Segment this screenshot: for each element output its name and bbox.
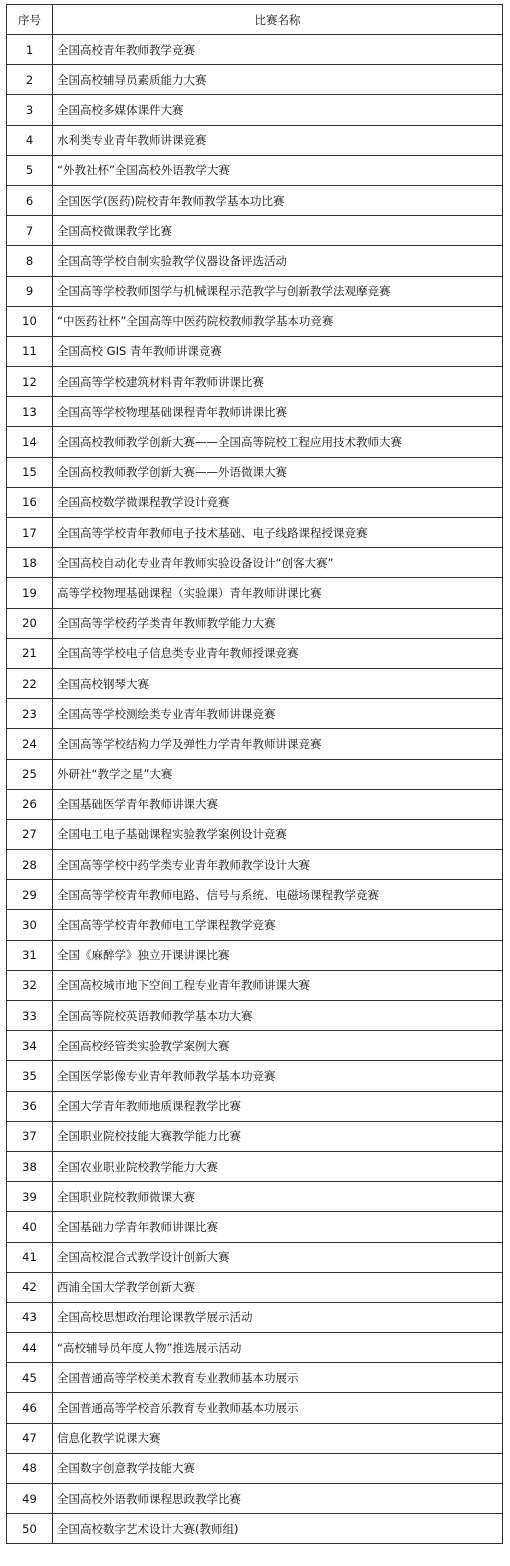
- table-row: [7, 1453, 503, 1483]
- row-index: 25: [7, 759, 53, 789]
- row-index: 35: [7, 1061, 53, 1091]
- row-index: 31: [7, 940, 53, 970]
- competition-name: 全国医学(医药)院校青年教师教学基本功比赛: [53, 185, 503, 215]
- competition-name: 全国基础力学青年教师讲课比赛: [53, 1212, 503, 1242]
- competition-name: 全国普通高等学校美术教育专业教师基本功展示: [53, 1363, 503, 1393]
- table-row: [7, 1001, 503, 1031]
- competition-name: 全国高校辅导员素质能力大赛: [53, 65, 503, 95]
- table-row: [7, 1151, 503, 1181]
- header-index: 序号: [7, 5, 53, 35]
- competition-name: 全国高等学校青年教师电工学课程教学竞赛: [53, 910, 503, 940]
- competition-name: 全国农业职业院校教学能力大赛: [53, 1151, 503, 1181]
- table-row: [7, 1212, 503, 1242]
- row-index: 17: [7, 518, 53, 548]
- row-index: 28: [7, 850, 53, 880]
- competition-name: 全国高校数学微课程教学设计竞赛: [53, 487, 503, 517]
- competition-name: 西浦全国大学教学创新大赛: [53, 1272, 503, 1302]
- competition-name: “高校辅导员年度人物”推选展示活动: [53, 1333, 503, 1363]
- competition-name: 全国数字创意教学技能大赛: [53, 1453, 503, 1483]
- row-index: 44: [7, 1333, 53, 1363]
- competition-name: 全国高校城市地下空间工程专业青年教师讲课大赛: [53, 970, 503, 1000]
- competition-name: 全国职业院校教师微课大赛: [53, 1182, 503, 1212]
- table-row: [7, 65, 503, 95]
- competition-name: 全国电工电子基础课程实验教学案例设计竞赛: [53, 819, 503, 849]
- row-index: 6: [7, 185, 53, 215]
- competition-name: 全国高等学校药学类青年教师教学能力大赛: [53, 608, 503, 638]
- table-row: [7, 1333, 503, 1363]
- competition-name: 全国高等院校英语教师教学基本功大赛: [53, 1001, 503, 1031]
- competition-name: 全国高校教师教学创新大赛——全国高等院校工程应用技术教师大赛: [53, 427, 503, 457]
- table-row: [7, 1393, 503, 1423]
- row-index: 46: [7, 1393, 53, 1423]
- table-row: [7, 487, 503, 517]
- table-row: [7, 95, 503, 125]
- table-row: [7, 699, 503, 729]
- competition-name: 全国高等学校建筑材料青年教师讲课比赛: [53, 367, 503, 397]
- row-index: 7: [7, 216, 53, 246]
- row-index: 36: [7, 1091, 53, 1121]
- row-index: 1: [7, 35, 53, 65]
- competition-name: 全国高校外语教师课程思政教学比赛: [53, 1484, 503, 1514]
- table-row: [7, 1091, 503, 1121]
- table-header-row: [7, 5, 503, 35]
- table-row: [7, 880, 503, 910]
- table-row: [7, 608, 503, 638]
- competition-name: 全国高等学校青年教师电路、信号与系统、电磁场课程教学竞赛: [53, 880, 503, 910]
- competition-name: 全国高校 GIS 青年教师讲课竞赛: [53, 336, 503, 366]
- table-row: [7, 729, 503, 759]
- table-row: [7, 427, 503, 457]
- row-index: 34: [7, 1031, 53, 1061]
- row-index: 5: [7, 155, 53, 185]
- row-index: 37: [7, 1121, 53, 1151]
- table-row: [7, 1061, 503, 1091]
- row-index: 24: [7, 729, 53, 759]
- row-index: 14: [7, 427, 53, 457]
- competition-name: “中医药社杯”全国高等中医药院校教师教学基本功竞赛: [53, 306, 503, 336]
- row-index: 16: [7, 487, 53, 517]
- row-index: 26: [7, 789, 53, 819]
- table-row: [7, 1514, 503, 1544]
- table-row: [7, 970, 503, 1000]
- table-row: [7, 1031, 503, 1061]
- table-row: [7, 759, 503, 789]
- competition-name: 全国高校数字艺术设计大赛(教师组): [53, 1514, 503, 1544]
- table-row: [7, 1363, 503, 1393]
- competition-name: “外教社杯”全国高校外语教学大赛: [53, 155, 503, 185]
- row-index: 2: [7, 65, 53, 95]
- table-row: [7, 1423, 503, 1453]
- table-row: [7, 336, 503, 366]
- competition-name: 全国高校思想政治理论课教学展示活动: [53, 1302, 503, 1332]
- row-index: 27: [7, 819, 53, 849]
- table-row: [7, 216, 503, 246]
- table-row: [7, 578, 503, 608]
- table-row: [7, 1121, 503, 1151]
- table-row: [7, 940, 503, 970]
- row-index: 18: [7, 548, 53, 578]
- competition-name: 全国高校多媒体课件大赛: [53, 95, 503, 125]
- competition-name: 全国医学影像专业青年教师教学基本功竞赛: [53, 1061, 503, 1091]
- table-row: [7, 35, 503, 65]
- row-index: 3: [7, 95, 53, 125]
- table-row: [7, 638, 503, 668]
- competition-name: 全国高等学校青年教师电子技术基础、电子线路课程授课竞赛: [53, 518, 503, 548]
- row-index: 40: [7, 1212, 53, 1242]
- competition-name: 全国高等学校电子信息类专业青年教师授课竞赛: [53, 638, 503, 668]
- row-index: 30: [7, 910, 53, 940]
- row-index: 43: [7, 1302, 53, 1332]
- table-row: [7, 367, 503, 397]
- competition-name: 全国基础医学青年教师讲课大赛: [53, 789, 503, 819]
- table-row: [7, 185, 503, 215]
- competition-name: 全国大学青年教师地质课程教学比赛: [53, 1091, 503, 1121]
- competition-name: 全国职业院校技能大赛教学能力比赛: [53, 1121, 503, 1151]
- table-row: [7, 789, 503, 819]
- row-index: 33: [7, 1001, 53, 1031]
- table-row: [7, 1182, 503, 1212]
- row-index: 20: [7, 608, 53, 638]
- row-index: 41: [7, 1242, 53, 1272]
- table-row: [7, 457, 503, 487]
- competition-name: 全国高等学校物理基础课程青年教师讲课比赛: [53, 397, 503, 427]
- row-index: 39: [7, 1182, 53, 1212]
- row-index: 47: [7, 1423, 53, 1453]
- table-row: [7, 1484, 503, 1514]
- table-row: [7, 850, 503, 880]
- table-row: [7, 819, 503, 849]
- competition-name: 外研社“教学之星”大赛: [53, 759, 503, 789]
- row-index: 13: [7, 397, 53, 427]
- table-row: [7, 276, 503, 306]
- competition-name: 全国高校经管类实验教学案例大赛: [53, 1031, 503, 1061]
- row-index: 45: [7, 1363, 53, 1393]
- competition-name: 全国高校钢琴大赛: [53, 668, 503, 698]
- table-row: [7, 1302, 503, 1332]
- table-row: [7, 246, 503, 276]
- table-row: [7, 306, 503, 336]
- competition-name: 全国高校教师教学创新大赛——外语微课大赛: [53, 457, 503, 487]
- table-row: [7, 155, 503, 185]
- table-row: [7, 518, 503, 548]
- competition-name: 全国高等学校结构力学及弹性力学青年教师讲课竞赛: [53, 729, 503, 759]
- competition-name: 全国高等学校测绘类专业青年教师讲课竞赛: [53, 699, 503, 729]
- competition-name: 全国普通高等学校音乐教育专业教师基本功展示: [53, 1393, 503, 1423]
- row-index: 48: [7, 1453, 53, 1483]
- row-index: 32: [7, 970, 53, 1000]
- row-index: 29: [7, 880, 53, 910]
- competition-name: 全国高校青年教师教学竞赛: [53, 35, 503, 65]
- row-index: 15: [7, 457, 53, 487]
- row-index: 11: [7, 336, 53, 366]
- row-index: 49: [7, 1484, 53, 1514]
- row-index: 22: [7, 668, 53, 698]
- competition-name: 全国高校混合式教学设计创新大赛: [53, 1242, 503, 1272]
- row-index: 12: [7, 367, 53, 397]
- competition-name: 高等学校物理基础课程（实验课）青年教师讲课比赛: [53, 578, 503, 608]
- competition-name: 水利类专业青年教师讲课竞赛: [53, 125, 503, 155]
- table-row: [7, 668, 503, 698]
- table-row: [7, 1272, 503, 1302]
- row-index: 23: [7, 699, 53, 729]
- table-row: [7, 910, 503, 940]
- header-name: 比赛名称: [53, 5, 503, 35]
- competition-name: 全国高等学校中药学类专业青年教师教学设计大赛: [53, 850, 503, 880]
- table-row: [7, 397, 503, 427]
- row-index: 10: [7, 306, 53, 336]
- table-row: [7, 125, 503, 155]
- competition-name: 信息化教学说课大赛: [53, 1423, 503, 1453]
- row-index: 42: [7, 1272, 53, 1302]
- competition-name: 全国高校微课教学比赛: [53, 216, 503, 246]
- competition-name: 全国高等学校教师图学与机械课程示范教学与创新教学法观摩竞赛: [53, 276, 503, 306]
- competition-name: 全国《麻醉学》独立开课讲课比赛: [53, 940, 503, 970]
- table-row: [7, 1242, 503, 1272]
- row-index: 8: [7, 246, 53, 276]
- row-index: 50: [7, 1514, 53, 1544]
- row-index: 21: [7, 638, 53, 668]
- competition-name: 全国高等学校自制实验教学仪器设备评选活动: [53, 246, 503, 276]
- row-index: 9: [7, 276, 53, 306]
- row-index: 19: [7, 578, 53, 608]
- row-index: 38: [7, 1151, 53, 1181]
- competition-table: [6, 4, 503, 1544]
- row-index: 4: [7, 125, 53, 155]
- competition-name: 全国高校自动化专业青年教师实验设备设计“创客大赛”: [53, 548, 503, 578]
- table-row: [7, 548, 503, 578]
